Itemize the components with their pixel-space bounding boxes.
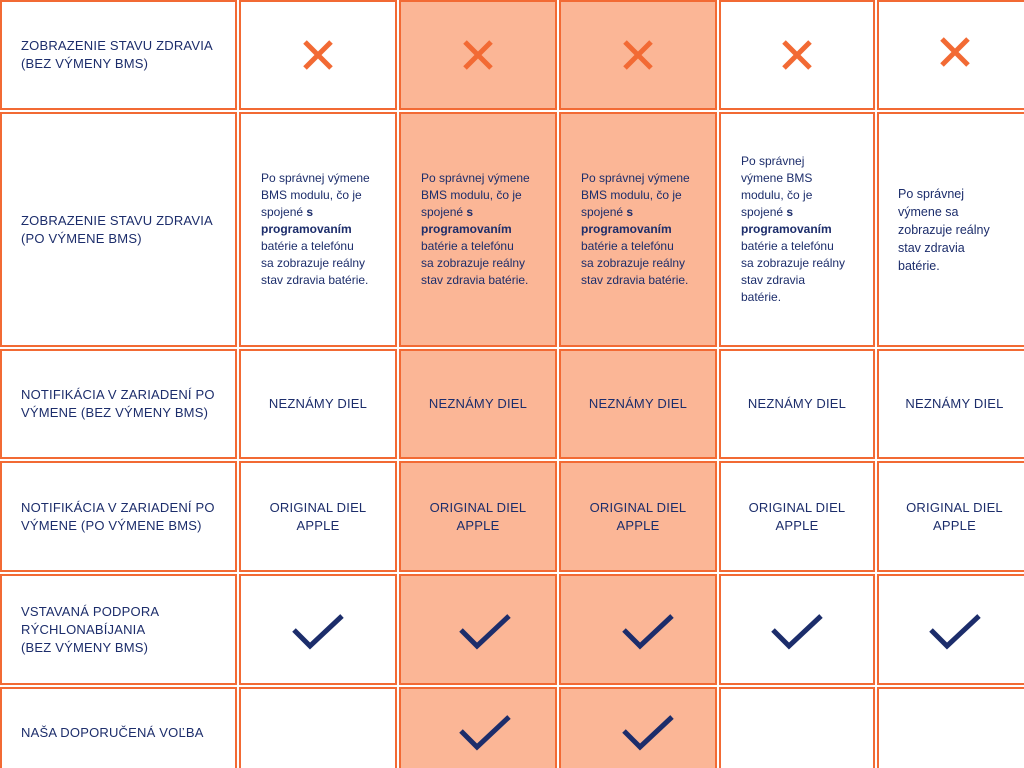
check-icon [928, 612, 982, 652]
check-cell [559, 574, 717, 685]
empty-cell [719, 687, 875, 768]
row-label: NOTIFIKÁCIA V ZARIADENÍ PO VÝMENE (BEZ VÝMENY BMS) [0, 349, 237, 459]
description-cell: Po správnej výmene sa zobrazuje reálny stav zdravia batérie. [877, 112, 1024, 347]
check-icon [458, 612, 512, 652]
notification-cell: NEZNÁMY DIEL [719, 349, 875, 459]
cross-cell [399, 0, 557, 110]
notification-cell: NEZNÁMY DIEL [399, 349, 557, 459]
row-label: NOTIFIKÁCIA V ZARIADENÍ PO VÝMENE (PO VÝMENE BMS) [0, 461, 237, 572]
cross-icon [301, 38, 335, 72]
check-cell [719, 574, 875, 685]
notification-cell: ORIGINAL DIEL APPLE [877, 461, 1024, 572]
cross-cell [559, 0, 717, 110]
notification-cell: ORIGINAL DIEL APPLE [719, 461, 875, 572]
row-label: ZOBRAZENIE STAVU ZDRAVIA (BEZ VÝMENY BMS) [0, 0, 237, 110]
notification-cell: NEZNÁMY DIEL [877, 349, 1024, 459]
check-icon [770, 612, 824, 652]
check-cell [239, 574, 397, 685]
notification-cell: NEZNÁMY DIEL [559, 349, 717, 459]
empty-cell [239, 687, 397, 768]
check-cell [559, 687, 717, 768]
check-cell [399, 574, 557, 685]
notification-cell: ORIGINAL DIEL APPLE [399, 461, 557, 572]
check-cell [399, 687, 557, 768]
cross-icon [621, 38, 655, 72]
cross-icon [780, 38, 814, 72]
check-icon [458, 713, 512, 753]
row-label: VSTAVANÁ PODPORA RÝCHLONABÍJANIA (BEZ VÝMENY BMS) [0, 574, 237, 685]
empty-cell [877, 687, 1024, 768]
cross-icon [461, 38, 495, 72]
description-cell: Po správnej výmene BMS modulu, čo je spojené s programovaním batérie a telefónu sa zobrazuje reálny stav zdravia batérie. [559, 112, 717, 347]
cross-cell [239, 0, 397, 110]
check-icon [291, 612, 345, 652]
check-icon [621, 713, 675, 753]
row-label: ZOBRAZENIE STAVU ZDRAVIA (PO VÝMENE BMS) [0, 112, 237, 347]
notification-cell: NEZNÁMY DIEL [239, 349, 397, 459]
row-label: NAŠA DOPORUČENÁ VOĽBA [0, 687, 237, 768]
notification-cell: ORIGINAL DIEL APPLE [239, 461, 397, 572]
check-cell [877, 574, 1024, 685]
check-icon [621, 612, 675, 652]
cross-cell [719, 0, 875, 110]
description-cell: Po správnej výmene BMS modulu, čo je spojené s programovaním batérie a telefónu sa zobrazuje reálny stav zdravia batérie. [399, 112, 557, 347]
description-cell: Po správnej výmene BMS modulu, čo je spojené s programovaním batérie a telefónu sa zobrazuje reálny stav zdravia batérie. [719, 112, 875, 347]
cross-icon [938, 35, 972, 69]
description-cell: Po správnej výmene BMS modulu, čo je spojené s programovaním batérie a telefónu sa zobrazuje reálny stav zdravia batérie. [239, 112, 397, 347]
notification-cell: ORIGINAL DIEL APPLE [559, 461, 717, 572]
cross-cell [877, 0, 1024, 110]
